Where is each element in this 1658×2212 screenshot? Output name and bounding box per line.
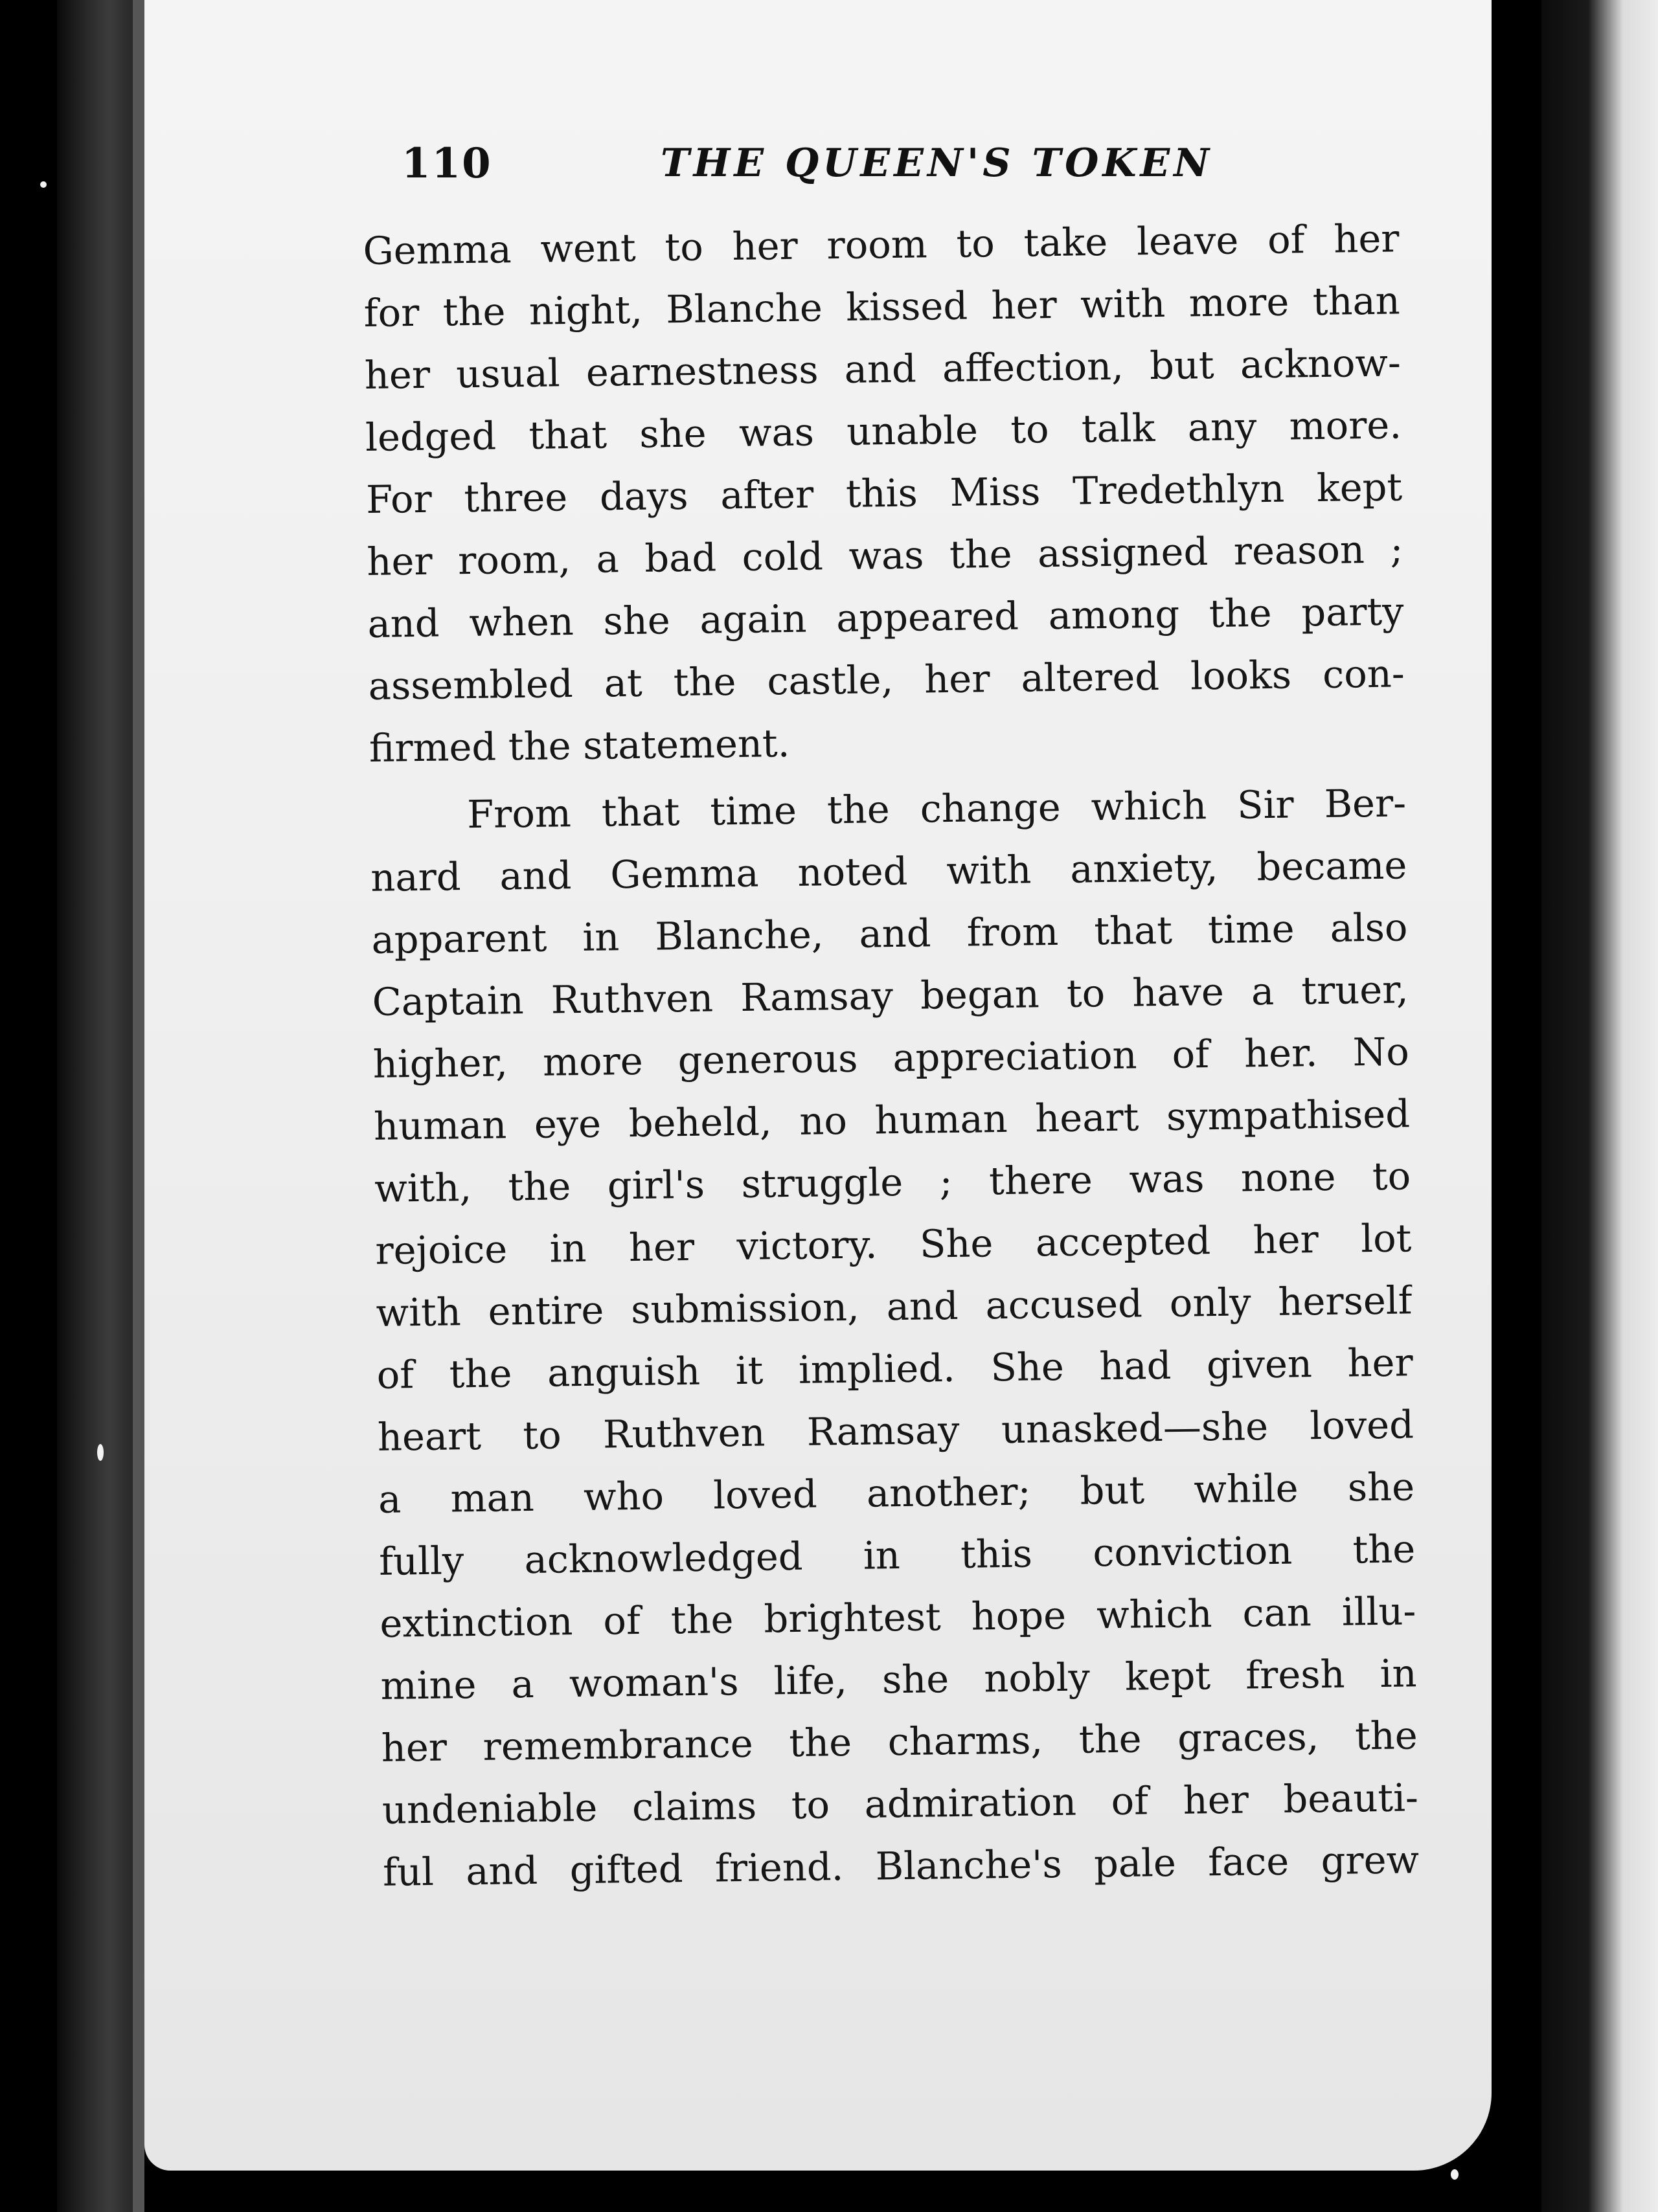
text-line: heart to Ruthven Ramsay unasked—she loved: [377, 1402, 1414, 1460]
text-line: fully acknowledged in this conviction the: [378, 1526, 1416, 1584]
text-line: From that time the change which Sir Ber-: [466, 780, 1407, 837]
binding-gutter: [57, 0, 144, 2212]
text-line: higher, more generous appreciation of her. No: [372, 1029, 1410, 1087]
text-line: and when she again appeared among the party: [367, 589, 1404, 646]
text-line: firmed the statement.: [369, 721, 790, 771]
text-line: with entire submission, and accused only herself: [376, 1278, 1413, 1335]
text-line: Captain Ruthven Ramsay began to have a truer,: [372, 967, 1409, 1024]
text-line: nard and Gemma noted with anxiety, became: [370, 842, 1407, 900]
text-line: For three days after this Miss Tredethlyn kept: [365, 464, 1403, 522]
page-number: 110: [402, 139, 492, 188]
text-line: mine a woman's life, she nobly kept fresh in: [380, 1651, 1417, 1708]
binding-edge: [133, 0, 144, 2212]
running-head: [402, 133, 1244, 210]
body-text: [363, 207, 1420, 1903]
text-line: ful and gifted friend. Blanche's pale face grew: [382, 1837, 1420, 1895]
text-line: human eye beheld, no human heart sympathised: [373, 1091, 1411, 1149]
text-line: her usual earnestness and affection, but acknow-: [364, 340, 1402, 398]
text-line: apparent in Blanche, and from that time also: [371, 905, 1408, 962]
text-line: her remembrance the charms, the graces, the: [381, 1713, 1418, 1770]
text-line: extinction of the brightest hope which can illu-: [380, 1588, 1416, 1646]
text-line: her room, a bad cold was the assigned reason ;: [367, 526, 1403, 584]
facing-page-edge: [1541, 0, 1658, 2212]
text-line: of the anguish it implied. She had given her: [376, 1340, 1414, 1397]
text-line: Gemma went to her room to take leave of her: [363, 216, 1400, 273]
text-line: for the night, Blanche kissed her with more than: [363, 278, 1401, 335]
text-line: undeniable claims to admiration of her beauti-: [381, 1775, 1419, 1833]
text-line: assembled at the castle, her altered looks con-: [368, 651, 1405, 708]
text-line: a man who loved another; but while she: [378, 1464, 1415, 1522]
dust-speck: [40, 181, 47, 188]
text-line: ledged that she was unable to talk any more.: [365, 402, 1402, 460]
text-line: with, the girl's struggle ; there was none to: [374, 1153, 1411, 1211]
text-line: rejoice in her victory. She accepted her lot: [375, 1215, 1412, 1273]
book-title: THE QUEEN'S TOKEN: [661, 141, 1214, 186]
dust-speck: [1451, 2169, 1459, 2180]
dust-speck: [97, 1444, 104, 1461]
